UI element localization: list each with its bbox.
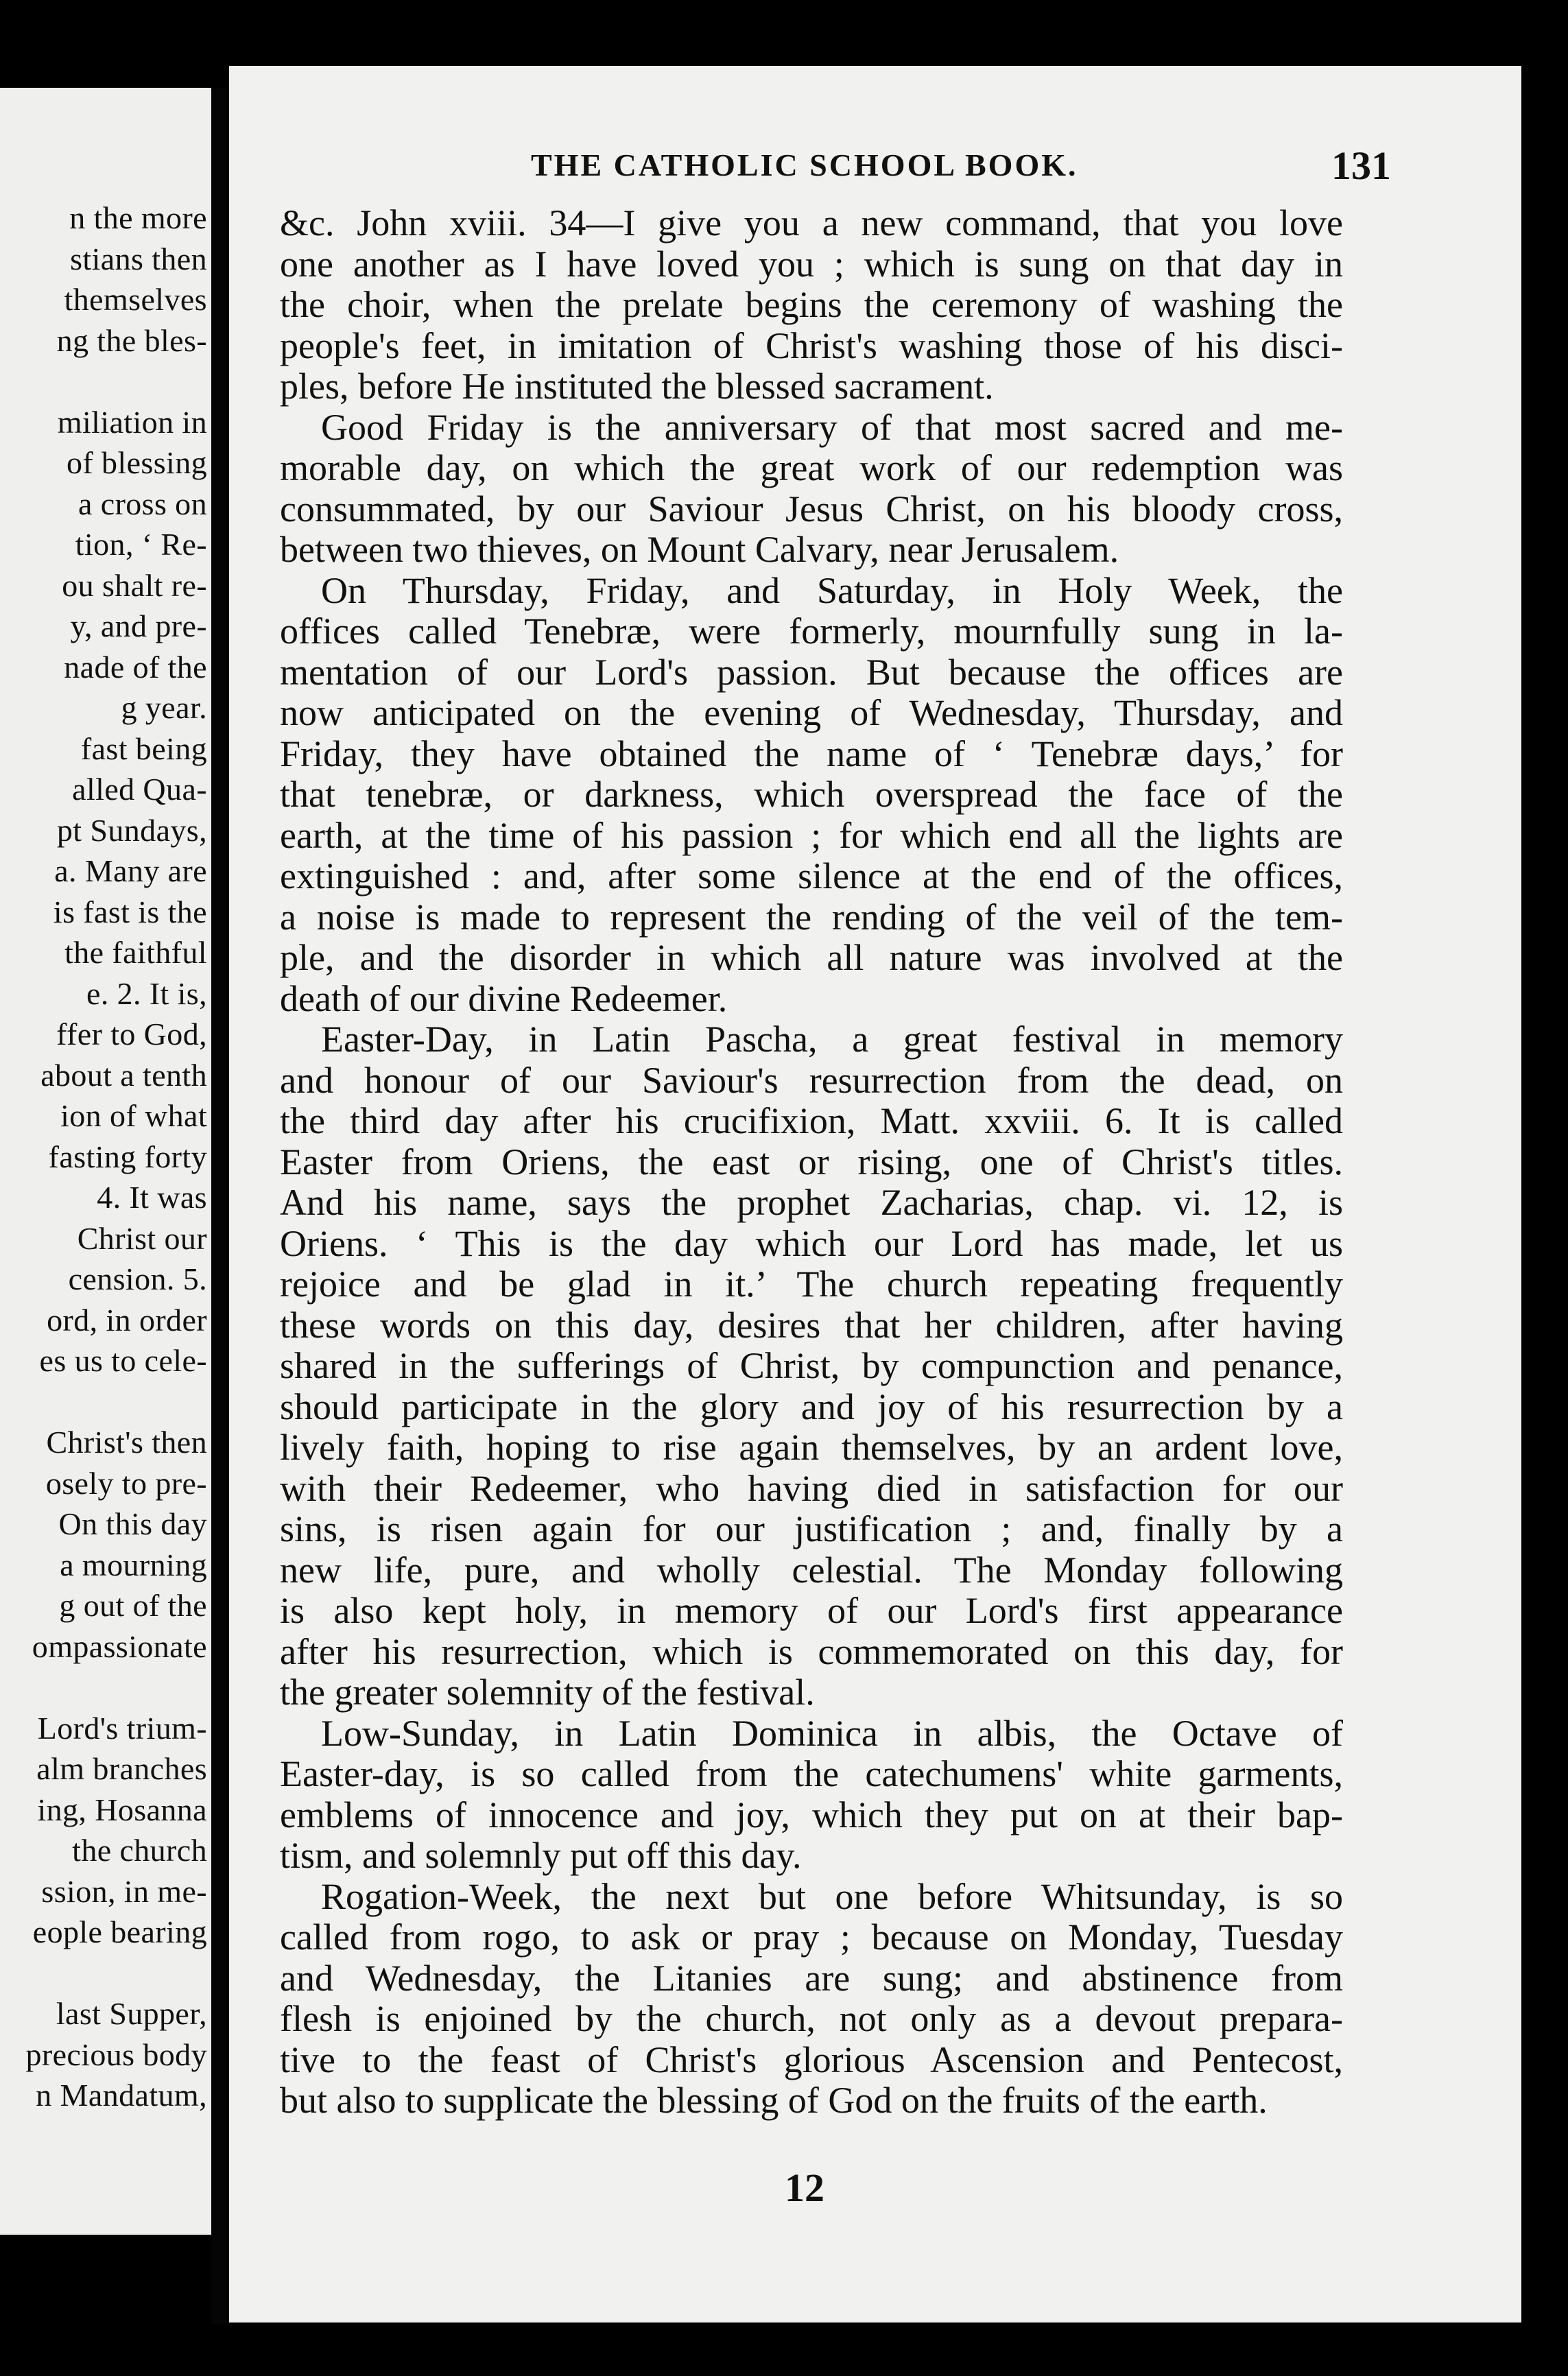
facing-page-line: es us to cele- (39, 1343, 207, 1378)
text-line: after his resurrection, which is commemorated on this day, for (280, 1630, 1343, 1672)
facing-page-line: ord, in order (47, 1302, 207, 1338)
text-line: is also kept holy, in memory of our Lord's first appearance (280, 1590, 1343, 1631)
facing-page-line: about a tenth (40, 1057, 207, 1093)
facing-page-line: a mourning (60, 1547, 207, 1582)
book-page (229, 66, 1521, 2322)
paragraph (280, 1713, 1343, 1877)
text-line: Good Friday is the anniversary of that most sacred and me- (321, 406, 1343, 448)
facing-page-line (0, 1667, 211, 1708)
text-line: offices called Tenebræ, were formerly, mournfully sung in la- (280, 610, 1343, 652)
facing-page-line: n the more (69, 200, 207, 235)
text-line: these words on this day, desires that her children, after having (280, 1304, 1343, 1346)
text-line: death of our divine Redeemer. (280, 977, 728, 1019)
text-line: and Wednesday, the Litanies are sung; and abstinence from (280, 1957, 1343, 1999)
text-line: Friday, they have obtained the name of ‘ Tenebræ days,’ for (280, 733, 1343, 774)
text-line: one another as I have loved you ; which is sung on that day in (280, 243, 1343, 285)
facing-page-line: last Supper, (56, 1996, 207, 2031)
text-line: ples, before He instituted the blessed sacrament. (280, 366, 994, 407)
facing-page-line: ou shalt re- (62, 567, 207, 603)
paragraph (280, 203, 1343, 407)
text-line: the third day after his crucifixion, Matt. xxviii. 6. It is called (280, 1100, 1343, 1141)
facing-page-line: stians then (70, 241, 207, 276)
facing-page-line: g out of the (59, 1588, 207, 1623)
facing-page-line: alled Qua- (72, 772, 207, 807)
text-line: flesh is enjoined by the church, not only as a devout prepara- (280, 1998, 1343, 2039)
text-line: ple, and the disorder in which all nature was involved at the (280, 937, 1343, 978)
facing-page-line: g year. (121, 690, 207, 725)
facing-page-line: Christ's then (46, 1425, 207, 1460)
text-line: Easter from Oriens, the east or rising, one of Christ's titles. (280, 1141, 1343, 1183)
text-line: And his name, says the prophet Zacharias, chap. vi. 12, is (280, 1182, 1343, 1223)
facing-page-line: tion, ‘ Re- (75, 527, 207, 562)
paragraph (280, 1877, 1343, 2122)
facing-page-lines (0, 198, 211, 2116)
text-line: Rogation-Week, the next but one before Whitsunday, is so (321, 1875, 1343, 1917)
facing-page-line: is fast is the (53, 894, 207, 929)
facing-page-line: 4. It was (97, 1180, 207, 1215)
text-line: consummated, by our Saviour Jesus Christ, on his bloody cross, (280, 488, 1343, 530)
text-line: called from rogo, to ask or pray ; because on Monday, Tuesday (280, 1916, 1343, 1958)
text-line: tive to the feast of Christ's glorious Ascension and Pentecost, (280, 2039, 1343, 2080)
paragraph (280, 1019, 1343, 1713)
text-line: the choir, when the prelate begins the ceremony of washing the (280, 284, 1343, 325)
text-line: On Thursday, Friday, and Saturday, in Holy Week, the (321, 569, 1343, 611)
facing-page-line: Lord's trium- (37, 1710, 207, 1746)
text-line: with their Redeemer, who having died in satisfaction for our (280, 1467, 1343, 1509)
text-line: Oriens. ‘ This is the day which our Lord has made, let us (280, 1222, 1343, 1264)
text-line: tism, and solemnly put off this day. (280, 1835, 802, 1876)
signature-mark: 12 (785, 2165, 824, 2210)
text-line: should participate in the glory and joy of his resurrection by a (280, 1386, 1343, 1427)
text-line: Low-Sunday, in Latin Dominica in albis, the Octave of (321, 1712, 1343, 1754)
facing-page-line: Christ our (77, 1220, 207, 1256)
facing-page-line: ng the bles- (56, 322, 207, 358)
facing-page-line (0, 1953, 211, 1994)
text-line: rejoice and be glad in it.’ The church repeating frequently (280, 1263, 1343, 1305)
text-line: but also to supplicate the blessing of God on the fruits of the earth. (280, 2080, 1268, 2121)
facing-page-line: ssion, in me- (41, 1873, 207, 1909)
facing-page-line: e. 2. It is, (86, 975, 207, 1011)
text-line: emblems of innocence and joy, which they put on at their bap- (280, 1794, 1343, 1836)
facing-page-line: alm branches (36, 1751, 207, 1786)
facing-page-line: a cross on (78, 486, 207, 521)
running-title: THE CATHOLIC SCHOOL BOOK. (531, 147, 1078, 182)
text-line: now anticipated on the evening of Wednesday, Thursday, and (280, 692, 1343, 733)
text-line: shared in the sufferings of Christ, by compunction and penance, (280, 1345, 1343, 1386)
facing-page-line: ing, Hosanna (37, 1792, 207, 1827)
facing-page-fragment (0, 88, 211, 2235)
paragraph (280, 407, 1343, 571)
text-line: between two thieves, on Mount Calvary, near Jerusalem. (280, 529, 1119, 570)
text-line: Easter-day, is so called from the catechumens' white garments, (280, 1753, 1343, 1794)
text-line: people's feet, in imitation of Christ's washing those of his disci- (280, 324, 1343, 366)
text-line: &c. John xviii. 34—I give you a new command, that you love (280, 202, 1343, 243)
facing-page-line: On this day (58, 1506, 207, 1541)
text-line: and honour of our Saviour's resurrection from the dead, on (280, 1059, 1343, 1101)
facing-page-line: cension. 5. (68, 1261, 207, 1296)
facing-page-line: the church (72, 1833, 207, 1868)
text-line: lively faith, hoping to rise again themselves, by an ardent love, (280, 1427, 1343, 1468)
facing-page-line: osely to pre- (45, 1465, 207, 1501)
facing-page-line: miliation in (57, 404, 207, 440)
text-line: new life, pure, and wholly celestial. The Monday following (280, 1549, 1343, 1591)
facing-page-line: ompassionate (32, 1628, 207, 1664)
paragraph (280, 571, 1343, 1020)
facing-page-line: nade of the (64, 649, 207, 685)
text-line: morable day, on which the great work of our redemption was (280, 447, 1343, 488)
facing-page-line: ion of what (60, 1098, 207, 1133)
text-line: Easter-Day, in Latin Pascha, a great festival in memory (321, 1019, 1343, 1060)
facing-page-line: ffer to God, (56, 1017, 207, 1052)
page-number: 131 (1331, 143, 1391, 188)
facing-page-line: fast being (80, 730, 207, 766)
facing-page-line: eople bearing (32, 1914, 207, 1949)
facing-page-line: y, and pre- (70, 608, 207, 643)
facing-page-line: precious body (25, 2036, 207, 2072)
facing-page-line: fasting forty (48, 1139, 207, 1174)
text-line: mentation of our Lord's passion. But because the offices are (280, 651, 1343, 693)
text-line: a noise is made to represent the rending of the veil of the tem- (280, 896, 1343, 938)
book-gutter (211, 88, 229, 2324)
facing-page-line (0, 1381, 211, 1423)
facing-page-line: pt Sundays, (56, 812, 207, 848)
facing-page-line: n Mandatum, (36, 2078, 207, 2113)
page-body (280, 203, 1343, 2122)
text-line: sins, is risen again for our justification ; and, finally by a (280, 1508, 1343, 1549)
facing-page-line: the faithful (64, 935, 207, 970)
facing-page-line: a. Many are (54, 853, 207, 888)
text-line: extinguished : and, after some silence at the end of the offices, (280, 855, 1343, 896)
facing-page-line (0, 361, 211, 402)
text-line: that tenebræ, or darkness, which overspread the face of the (280, 774, 1343, 815)
facing-page-line: themselves (64, 282, 207, 317)
text-line: earth, at the time of his passion ; for which end all the lights are (280, 814, 1343, 856)
facing-page-line: of blessing (67, 445, 207, 480)
text-line: the greater solemnity of the festival. (280, 1672, 815, 1713)
